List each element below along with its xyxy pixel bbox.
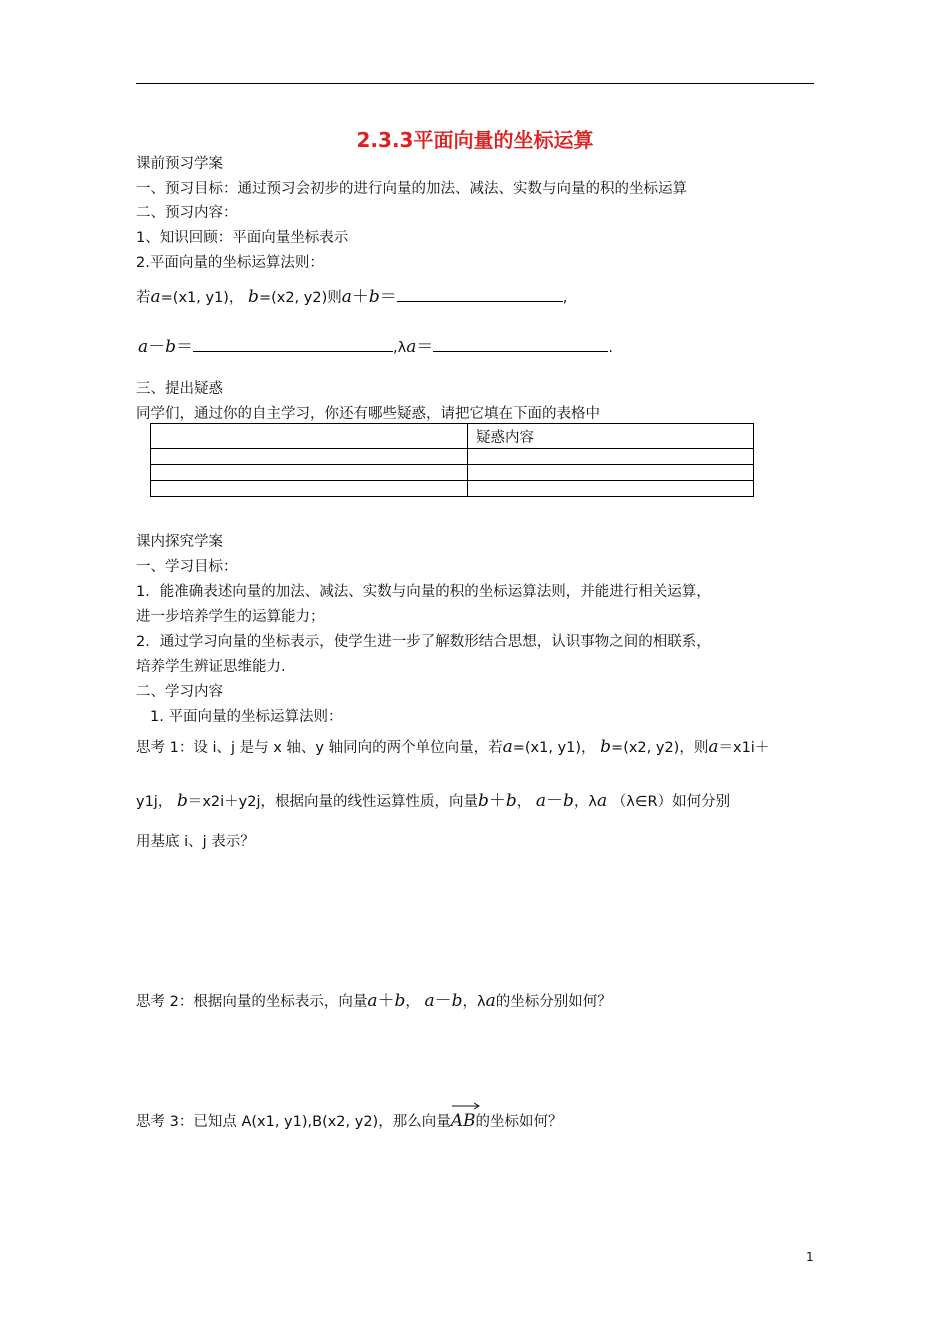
vector-a: a [502,737,513,757]
equals-sign: ＝ [379,287,397,307]
think1-line1 [136,736,769,757]
vector-b: b [176,791,188,811]
think1-text: y1j， [136,794,173,810]
vector-a: a [485,991,496,1011]
think1-text: （λ∈R）如何分别 [611,794,731,810]
equals-sign: ＝ [416,337,434,357]
inclass-goal-heading: 一、学习目标： [136,559,238,575]
vector-a: a [138,337,149,357]
pre-goal: 一、预习目标：通过预习会初步的进行向量的加法、减法、实数与向量的积的坐标运算 [136,181,687,197]
formula-line-2 [138,332,613,357]
goal2-line1: 2．通过学习向量的坐标表示，使学生进一步了解数形结合思想，认识事物之间的相联系， [136,634,711,650]
doubt-text: 同学们，通过你的自主学习，你还有哪些疑惑，请把它填在下面的表格中 [136,406,600,422]
vector-a: a [367,991,378,1011]
vector-ab [451,1111,476,1131]
inclass-heading: 课内探究学案 [136,534,223,550]
think2-text: 的坐标分别如何？ [495,994,612,1010]
pre-item1: 1、知识回顾：平面向量坐标表示 [136,230,349,246]
think3-line [136,1110,563,1131]
vector-arrow-icon [451,1102,481,1110]
page-number: 1 [806,1250,814,1264]
plus-sign: ＋ [377,991,395,1011]
table-cell[interactable] [151,465,468,481]
vector-a: a [424,991,435,1011]
vector-b: b [600,737,612,757]
vector-a: a [535,791,547,811]
table-header-cell [151,424,468,449]
line-end: , [562,290,568,306]
inclass-content-heading: 二、学习内容 [136,684,223,700]
expr-b: b [368,287,380,307]
vector-b: b [165,337,177,357]
think1-text: =(x1, y1)， [512,740,596,756]
text-ruo: 若 [136,290,151,306]
goal2-line2: 培养学生辨证思维能力. [136,659,286,675]
pre-item2: 2.平面向量的坐标运算法则： [136,255,324,271]
b-value: =(x2, y2)则 [258,290,342,306]
equals-sign: ＝ [176,337,194,357]
vector-b: b [248,287,259,307]
think2-line [136,986,612,1011]
pre-content-heading: 二、预习内容： [136,205,238,221]
vector-a: a [597,791,608,811]
minus-sign: － [148,337,166,357]
table-cell[interactable] [151,481,468,497]
think1-text: 思考 1：设 i、j 是与 x 轴、y 轴同向的两个单位向量，若 [136,740,503,756]
vector-b: b [563,791,574,811]
think1-text: ＝x2i＋y2j，根据向量的线性运算性质，向量 [187,794,479,810]
lambda-sep: ,λ [393,340,407,356]
answer-blank-scalar[interactable] [433,337,608,352]
vector-b: b [505,791,517,811]
expr-a: a [341,287,352,307]
table-header-cell: 疑惑内容 [468,424,754,449]
doubt-heading: 三、提出疑惑 [136,381,223,397]
answer-blank-difference[interactable] [193,337,393,352]
vector-a: a [406,337,417,357]
a-value: =(x1, y1)， [160,290,244,306]
minus-sign: － [434,991,452,1011]
goal1-line1: 1．能准确表述向量的加法、减法、实数与向量的积的坐标运算法则，并能进行相关运算， [136,584,711,600]
minus-sign: － [546,791,564,811]
think1-line3: 用基底 i、j 表示？ [136,834,255,850]
formula-line-1 [136,282,567,307]
table-cell[interactable] [151,449,468,465]
table-cell[interactable] [468,481,754,497]
line-end: . [608,340,613,356]
think1-text: =(x2, y2)，则 [611,740,709,756]
rule-heading: 1. 平面向量的坐标运算法则： [150,709,343,725]
answer-blank-sum[interactable] [397,287,563,302]
think3-text: 思考 3：已知点 A(x1, y1),B(x2, y2)，那么向量 [136,1114,451,1130]
think2-text: 思考 2：根据向量的坐标表示，向量 [136,994,368,1010]
separator: ， [405,994,420,1010]
table-cell[interactable] [468,465,754,481]
page-title: 2.3.3平面向量的坐标运算 [356,128,594,152]
separator: ， [516,794,532,810]
plus-sign: ＋ [488,791,506,811]
plus-sign: ＋ [351,287,369,307]
goal1-line2: 进一步培养学生的运算能力； [136,609,325,625]
pre-heading: 课前预习学案 [136,156,223,172]
think1-text: ＝x1i＋ [718,740,770,756]
vector-a: a [708,737,719,757]
vector-a: a [150,287,161,307]
table-cell[interactable] [468,449,754,465]
doubt-table [150,423,754,497]
separator: ，λ [462,994,486,1010]
separator: ，λ [573,794,598,810]
think1-line2 [136,786,730,811]
vector-ab-label: AB [450,1111,476,1131]
think3-text: 的坐标如何？ [475,1114,563,1130]
vector-b: b [394,991,406,1011]
vector-b: b [451,991,463,1011]
header-rule [136,83,814,84]
vector-b: b [478,791,489,811]
